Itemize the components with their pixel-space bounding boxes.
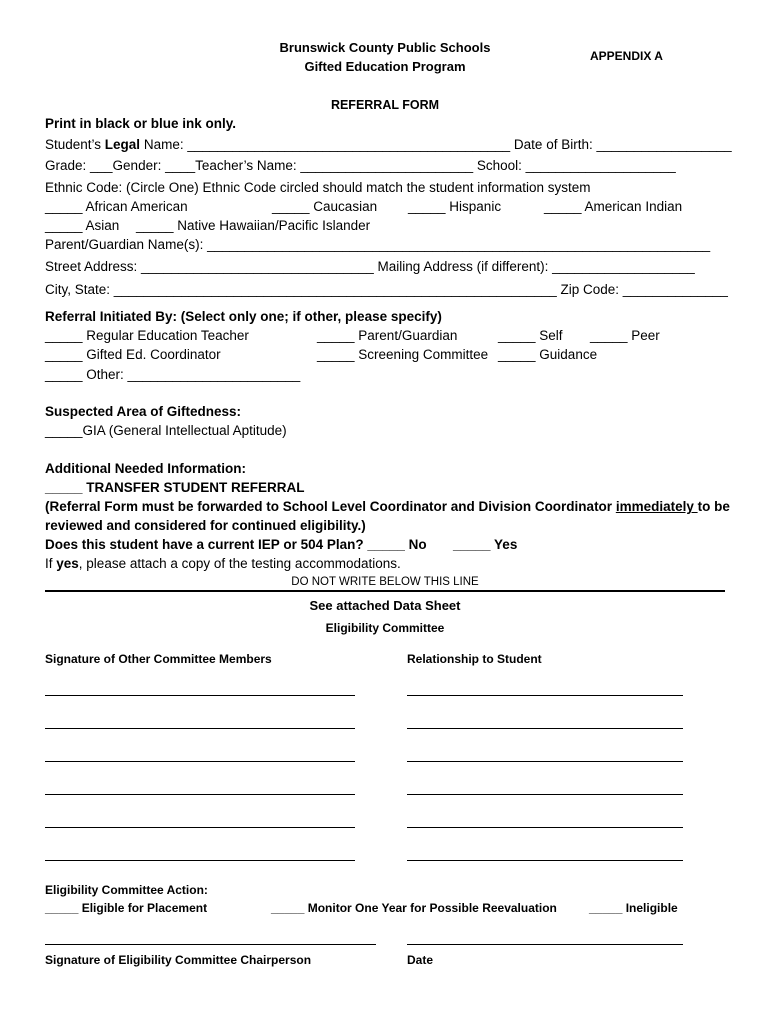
attach-if: If (45, 556, 57, 571)
action-monitor[interactable]: _____ Monitor One Year for Possible Reevaluation (271, 901, 557, 915)
forward-note-end: to be (697, 499, 730, 514)
member-relationship-line[interactable] (407, 761, 683, 762)
chair-signature-line[interactable] (45, 944, 376, 945)
form-title: REFERRAL FORM (330, 98, 440, 112)
member-relationship-line[interactable] (407, 794, 683, 795)
member-signature-line[interactable] (45, 728, 355, 729)
ethnic-hawaiian[interactable]: _____ Native Hawaiian/Pacific Islander (136, 218, 371, 233)
relationship-label: Relationship to Student (407, 652, 542, 666)
name-dob-fields: Name: ___________________________________________ Date of Birth: __________________ (140, 137, 732, 152)
parent-guardian-line[interactable]: Parent/Guardian Name(s): ___________________________________________________________________ (45, 237, 711, 252)
referral-other[interactable]: _____ Other: _______________________ (45, 367, 301, 382)
referral-screening-committee[interactable]: _____ Screening Committee (317, 347, 489, 362)
attach-accommodations (45, 556, 401, 572)
referral-parent[interactable]: _____ Parent/Guardian (317, 328, 458, 343)
appendix-label: APPENDIX A (590, 49, 663, 63)
iep-question-no[interactable]: Does this student have a current IEP or 504 Plan? _____ No (45, 537, 427, 552)
giftedness-gia[interactable]: _____GIA (General Intellectual Aptitude) (45, 423, 287, 438)
ethnic-code-title: Ethnic Code: (Circle One) Ethnic Code circled should match the student information system (45, 180, 591, 195)
referral-initiated-title: Referral Initiated By: (Select only one; if other, please specify) (45, 309, 442, 324)
address-line[interactable]: Street Address: _______________________________ Mailing Address (if different): ___________________ (45, 259, 695, 274)
ethnic-asian[interactable]: _____ Asian (45, 218, 120, 233)
ethnic-african-american[interactable]: _____ African American (45, 199, 188, 214)
forward-note-line2: reviewed and considered for continued eligibility.) (45, 518, 366, 533)
program-name: Gifted Education Program (304, 59, 466, 74)
referral-peer[interactable]: _____ Peer (590, 328, 660, 343)
transfer-student-referral[interactable]: _____ TRANSFER STUDENT REFERRAL (45, 480, 305, 495)
ink-instructions: Print in black or blue ink only. (45, 116, 237, 131)
chair-date-line[interactable] (407, 944, 683, 945)
see-attached-data-sheet: See attached Data Sheet (309, 598, 461, 613)
eligibility-committee-heading: Eligibility Committee (325, 621, 445, 635)
date-label: Date (407, 953, 434, 967)
divider-rule (45, 590, 725, 592)
action-ineligible[interactable]: _____ Ineligible (589, 901, 678, 915)
action-eligible[interactable]: _____ Eligible for Placement (45, 901, 208, 915)
committee-members-signature-label: Signature of Other Committee Members (45, 652, 272, 666)
member-signature-line[interactable] (45, 827, 355, 828)
chair-signature-label: Signature of Eligibility Committee Chairperson (45, 953, 312, 967)
member-signature-line[interactable] (45, 860, 355, 861)
giftedness-title: Suspected Area of Giftedness: (45, 404, 242, 419)
member-relationship-line[interactable] (407, 827, 683, 828)
referral-self[interactable]: _____ Self (498, 328, 563, 343)
member-relationship-line[interactable] (407, 728, 683, 729)
member-signature-line[interactable] (45, 695, 355, 696)
member-relationship-line[interactable] (407, 860, 683, 861)
attach-yes-emphasis: yes (56, 556, 79, 571)
do-not-write-notice: DO NOT WRITE BELOW THIS LINE (291, 576, 479, 588)
student-label: Student’s (45, 137, 105, 152)
additional-info-title: Additional Needed Information: (45, 461, 246, 476)
attach-rest: , please attach a copy of the testing accommodations. (78, 556, 401, 571)
student-name-dob-line[interactable] (45, 137, 732, 153)
ethnic-caucasian[interactable]: _____ Caucasian (272, 199, 378, 214)
member-relationship-line[interactable] (407, 695, 683, 696)
iep-yes[interactable]: _____ Yes (453, 537, 518, 552)
member-signature-line[interactable] (45, 794, 355, 795)
ethnic-hispanic[interactable]: _____ Hispanic (408, 199, 502, 214)
member-signature-line[interactable] (45, 761, 355, 762)
city-zip-line[interactable]: City, State: ___________________________________________________________ Zip Code: ______________ (45, 282, 728, 297)
referral-regular-teacher[interactable]: _____ Regular Education Teacher (45, 328, 249, 343)
referral-gifted-coordinator[interactable]: _____ Gifted Ed. Coordinator (45, 347, 221, 362)
forward-note (45, 499, 730, 515)
forward-note-text: (Referral Form must be forwarded to School Level Coordinator and Division Coordinator (45, 499, 616, 514)
ethnic-american-indian[interactable]: _____ American Indian (544, 199, 683, 214)
grade-gender-teacher-school-line[interactable]: Grade: ___Gender: ____Teacher’s Name: _______________________ School: ____________________ (45, 158, 676, 173)
referral-guidance[interactable]: _____ Guidance (498, 347, 598, 362)
legal-emphasis: Legal (104, 137, 141, 152)
school-district-name: Brunswick County Public Schools (279, 40, 491, 55)
committee-action-title: Eligibility Committee Action: (45, 883, 208, 897)
immediately-emphasis: immediately (615, 499, 698, 514)
